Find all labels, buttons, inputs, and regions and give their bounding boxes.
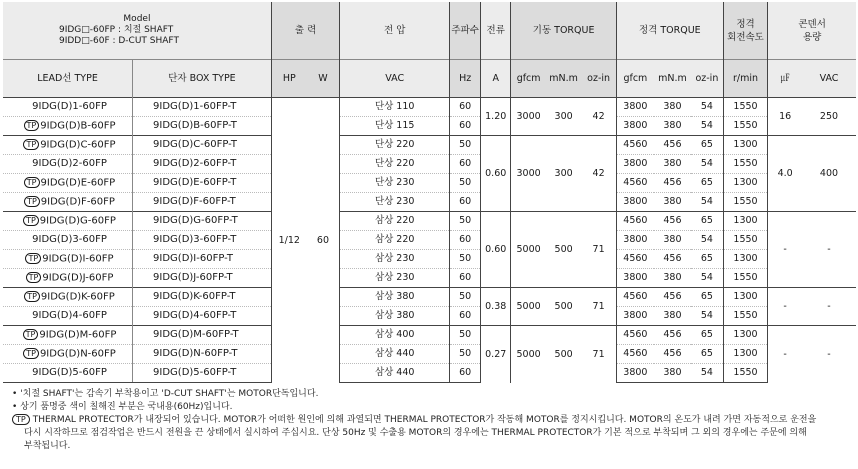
start-ozin-cell: 42 xyxy=(581,98,616,136)
frequency-cell: 60 xyxy=(450,269,481,288)
rated-gfcm-cell: 3800 xyxy=(616,231,653,250)
capacitor-vac-cell: 400 xyxy=(802,136,856,212)
rated-nm-cell: 380 xyxy=(654,193,691,212)
capacitor-vac-cell: - xyxy=(802,212,856,288)
tp-badge-icon: TP xyxy=(24,291,40,302)
lead-type-cell: TP 9IDG(D)F-60FP xyxy=(3,193,133,212)
start-gfcm-cell: 5000 xyxy=(511,288,546,326)
box-type-cell: 9IDG(D)J-60FP-T xyxy=(133,269,272,288)
box-type-cell: 9IDG(D)3-60FP-T xyxy=(133,231,272,250)
rated-ozin-cell: 65 xyxy=(691,326,723,345)
cap-vac-unit: VAC xyxy=(802,60,856,98)
box-type-cell: 9IDG(D)G-60FP-T xyxy=(133,212,272,231)
note-shaft: • '치절 SHAFT'는 감속기 부착용이고 'D-CUT SHAFT'는 MOTOR단독입니다. xyxy=(12,389,319,399)
table-row xyxy=(3,212,856,231)
rated-nm-cell: 456 xyxy=(654,174,691,193)
rated-gfcm-cell: 4560 xyxy=(616,288,653,307)
spec-table xyxy=(3,2,856,383)
tp-badge-icon: TP xyxy=(23,329,39,340)
rated-ozin-cell: 54 xyxy=(691,364,723,383)
rated-nm-cell: 456 xyxy=(654,326,691,345)
uf-unit: ㎌ xyxy=(768,60,802,98)
vac-unit: VAC xyxy=(340,60,450,98)
voltage-header: 전 압 xyxy=(340,2,450,60)
lead-type-cell: TP 9IDG(D)B-60FP xyxy=(3,117,133,136)
current-cell: 0.38 xyxy=(481,288,511,326)
lead-type-cell: TP 9IDG(D)N-60FP xyxy=(3,345,133,364)
voltage-cell: 삼상 220 xyxy=(340,212,450,231)
frequency-header: 주파수 xyxy=(450,2,481,60)
start-gfcm-cell: 5000 xyxy=(511,326,546,383)
rated-speed-cell: 1550 xyxy=(723,307,768,326)
start-ozin-cell: 71 xyxy=(581,288,616,326)
capacitor-uf-cell: - xyxy=(768,288,802,326)
rated-nm-cell: 456 xyxy=(654,288,691,307)
rated-speed-cell: 1550 xyxy=(723,155,768,174)
voltage-cell: 단상 230 xyxy=(340,193,450,212)
start-nm-cell: 300 xyxy=(546,98,581,136)
frequency-cell: 60 xyxy=(450,117,481,136)
box-type-cell: 9IDG(D)1-60FP-T xyxy=(133,98,272,117)
rated-gfcm-cell: 3800 xyxy=(616,193,653,212)
output-w-cell: 60 xyxy=(307,98,340,383)
rated-speed-cell: 1300 xyxy=(723,250,768,269)
lead-type-cell: 9IDG(D)3-60FP xyxy=(3,231,133,250)
lead-type-cell: TP 9IDG(D)M-60FP xyxy=(3,326,133,345)
spec-table-body xyxy=(3,98,856,383)
frequency-cell: 50 xyxy=(450,326,481,345)
lead-type-cell: 9IDG(D)1-60FP xyxy=(3,98,133,117)
lead-type-cell: TP 9IDG(D)C-60FP xyxy=(3,136,133,155)
amp-unit: A xyxy=(481,60,511,98)
rated-ozin-cell: 65 xyxy=(691,212,723,231)
start-ozin-cell: 42 xyxy=(581,136,616,212)
rated-gfcm-cell: 4560 xyxy=(616,136,653,155)
start-nm-unit: mN.m xyxy=(546,60,581,98)
rated-nm-cell: 380 xyxy=(654,231,691,250)
current-cell: 0.60 xyxy=(481,136,511,212)
voltage-cell: 단상 220 xyxy=(340,136,450,155)
table-row xyxy=(3,307,856,326)
table-row xyxy=(3,345,856,364)
start-ozin-cell: 71 xyxy=(581,212,616,288)
rated-ozin-cell: 65 xyxy=(691,345,723,364)
box-type-cell: 9IDG(D)N-60FP-T xyxy=(133,345,272,364)
rated-torque-header: 정격 TORQUE xyxy=(616,2,723,60)
capacitor-vac-cell: - xyxy=(802,326,856,383)
voltage-cell: 단상 115 xyxy=(340,117,450,136)
capacitor-uf-cell: 16 xyxy=(768,98,802,136)
current-cell: 0.27 xyxy=(481,326,511,383)
w-unit: W xyxy=(307,60,340,98)
rated-ozin-cell: 54 xyxy=(691,98,723,117)
rated-nm-cell: 456 xyxy=(654,250,691,269)
rated-gfcm-unit: gfcm xyxy=(616,60,653,98)
tp-badge-icon: TP xyxy=(23,215,39,226)
box-type-cell: 9IDG(D)M-60FP-T xyxy=(133,326,272,345)
hp-unit: HP xyxy=(271,60,306,98)
table-row xyxy=(3,269,856,288)
tp-badge-icon: TP xyxy=(26,272,42,283)
table-row xyxy=(3,288,856,307)
frequency-cell: 60 xyxy=(450,307,481,326)
voltage-cell: 삼상 440 xyxy=(340,345,450,364)
lead-type-cell: TP 9IDG(D)G-60FP xyxy=(3,212,133,231)
table-row xyxy=(3,250,856,269)
rated-speed-cell: 1550 xyxy=(723,193,768,212)
rated-gfcm-cell: 4560 xyxy=(616,174,653,193)
rated-speed-cell: 1550 xyxy=(723,269,768,288)
lead-type-cell: 9IDG(D)2-60FP xyxy=(3,155,133,174)
start-gfcm-cell: 3000 xyxy=(511,98,546,136)
current-cell: 0.60 xyxy=(481,212,511,288)
model-header: Model 9IDG□-60FP : 치절 SHAFT 9IDD□-60F : D-CUT SHAFT xyxy=(3,2,271,60)
rated-ozin-cell: 65 xyxy=(691,250,723,269)
box-type-cell: 9IDG(D)B-60FP-T xyxy=(133,117,272,136)
tp-badge-icon: TP xyxy=(24,120,40,131)
tp-badge-icon: TP xyxy=(24,196,40,207)
voltage-cell: 단상 110 xyxy=(340,98,450,117)
capacitor-vac-cell: - xyxy=(802,288,856,326)
table-row xyxy=(3,136,856,155)
tp-badge-icon: TP xyxy=(23,139,39,150)
capacitor-uf-cell: - xyxy=(768,326,802,383)
voltage-cell: 삼상 380 xyxy=(340,307,450,326)
rated-nm-cell: 380 xyxy=(654,364,691,383)
voltage-cell: 삼상 230 xyxy=(340,269,450,288)
frequency-cell: 50 xyxy=(450,288,481,307)
lead-type-cell: TP 9IDG(D)I-60FP xyxy=(3,250,133,269)
rated-gfcm-cell: 4560 xyxy=(616,212,653,231)
rated-speed-header: 정격 회전속도 xyxy=(723,2,768,60)
box-type-cell: 9IDG(D)I-60FP-T xyxy=(133,250,272,269)
start-gfcm-cell: 3000 xyxy=(511,136,546,212)
start-nm-cell: 500 xyxy=(546,212,581,288)
box-type-header: 단자 BOX TYPE xyxy=(133,60,272,98)
lead-type-cell: TP 9IDG(D)J-60FP xyxy=(3,269,133,288)
note-thermal: TP THERMAL PROTECTOR가 내장되어 있습니다. MOTOR가 어떠한 원인에 의해 과열되면 THERMAL PROTECTOR가 작동해 MOTOR를 정지시킵니다. MOTOR의 온도가 내려 가면 자동적으로 운전을 xyxy=(12,414,854,427)
frequency-cell: 50 xyxy=(450,212,481,231)
box-type-cell: 9IDG(D)4-60FP-T xyxy=(133,307,272,326)
voltage-cell: 삼상 220 xyxy=(340,231,450,250)
rated-speed-cell: 1550 xyxy=(723,98,768,117)
rated-ozin-cell: 54 xyxy=(691,193,723,212)
rated-nm-cell: 456 xyxy=(654,212,691,231)
tp-badge-icon: TP xyxy=(24,177,40,188)
box-type-cell: 9IDG(D)2-60FP-T xyxy=(133,155,272,174)
lead-type-cell: 9IDG(D)5-60FP xyxy=(3,364,133,383)
box-type-cell: 9IDG(D)K-60FP-T xyxy=(133,288,272,307)
rated-nm-cell: 380 xyxy=(654,269,691,288)
frequency-cell: 60 xyxy=(450,364,481,383)
rated-gfcm-cell: 4560 xyxy=(616,250,653,269)
box-type-cell: 9IDG(D)E-60FP-T xyxy=(133,174,272,193)
rated-gfcm-cell: 3800 xyxy=(616,155,653,174)
start-gfcm-unit: gfcm xyxy=(511,60,546,98)
note-domestic: • 상기 품명중 색이 칠해진 부분은 국내용(60Hz)입니다. xyxy=(12,402,233,412)
rated-nm-cell: 380 xyxy=(654,98,691,117)
rated-speed-cell: 1550 xyxy=(723,231,768,250)
rated-nm-cell: 456 xyxy=(654,345,691,364)
rated-speed-cell: 1300 xyxy=(723,326,768,345)
lead-type-cell: 9IDG(D)4-60FP xyxy=(3,307,133,326)
table-row xyxy=(3,364,856,383)
rated-speed-cell: 1550 xyxy=(723,364,768,383)
rated-speed-cell: 1300 xyxy=(723,345,768,364)
start-ozin-unit: oz-in xyxy=(581,60,616,98)
tp-badge-icon: TP xyxy=(25,253,41,264)
start-torque-header: 기동 TORQUE xyxy=(511,2,617,60)
lead-type-cell: TP 9IDG(D)E-60FP xyxy=(3,174,133,193)
rated-ozin-unit: oz-in xyxy=(691,60,723,98)
capacitor-uf-cell: - xyxy=(768,212,802,288)
frequency-cell: 50 xyxy=(450,136,481,155)
voltage-cell: 삼상 440 xyxy=(340,364,450,383)
frequency-cell: 50 xyxy=(450,345,481,364)
table-row xyxy=(3,98,856,117)
start-nm-cell: 500 xyxy=(546,288,581,326)
rated-gfcm-cell: 3800 xyxy=(616,117,653,136)
rated-nm-unit: mN.m xyxy=(654,60,691,98)
current-cell: 1.20 xyxy=(481,98,511,136)
voltage-cell: 삼상 400 xyxy=(340,326,450,345)
rmin-unit: r/min xyxy=(723,60,768,98)
rated-speed-cell: 1300 xyxy=(723,288,768,307)
table-row xyxy=(3,326,856,345)
rated-nm-cell: 380 xyxy=(654,155,691,174)
current-header: 전류 xyxy=(481,2,511,60)
rated-gfcm-cell: 3800 xyxy=(616,307,653,326)
rated-nm-cell: 380 xyxy=(654,117,691,136)
rated-speed-cell: 1300 xyxy=(723,212,768,231)
box-type-cell: 9IDG(D)C-60FP-T xyxy=(133,136,272,155)
rated-ozin-cell: 54 xyxy=(691,307,723,326)
table-row xyxy=(3,231,856,250)
rated-gfcm-cell: 4560 xyxy=(616,326,653,345)
table-row xyxy=(3,174,856,193)
output-header: 출 력 xyxy=(271,2,339,60)
frequency-cell: 50 xyxy=(450,250,481,269)
tp-badge-icon: TP xyxy=(12,414,30,425)
start-gfcm-cell: 5000 xyxy=(511,212,546,288)
rated-gfcm-cell: 3800 xyxy=(616,98,653,117)
voltage-cell: 삼상 230 xyxy=(340,250,450,269)
start-nm-cell: 500 xyxy=(546,326,581,383)
notes xyxy=(12,388,854,453)
voltage-cell: 단상 220 xyxy=(340,155,450,174)
rated-speed-cell: 1300 xyxy=(723,136,768,155)
tp-badge-icon: TP xyxy=(23,348,39,359)
rated-gfcm-cell: 3800 xyxy=(616,364,653,383)
box-type-cell: 9IDG(D)5-60FP-T xyxy=(133,364,272,383)
rated-speed-cell: 1300 xyxy=(723,174,768,193)
rated-ozin-cell: 54 xyxy=(691,155,723,174)
rated-nm-cell: 456 xyxy=(654,136,691,155)
table-row xyxy=(3,193,856,212)
output-hp-cell: 1/12 xyxy=(271,98,306,383)
frequency-cell: 60 xyxy=(450,155,481,174)
capacitor-header: 콘덴서 용량 xyxy=(768,2,856,60)
rated-gfcm-cell: 4560 xyxy=(616,345,653,364)
start-nm-cell: 300 xyxy=(546,136,581,212)
capacitor-uf-cell: 4.0 xyxy=(768,136,802,212)
capacitor-vac-cell: 250 xyxy=(802,98,856,136)
rated-speed-cell: 1550 xyxy=(723,117,768,136)
note-thermal-cont: 다시 시작하므로 점검작업은 반드시 전원을 끈 상태에서 실시하여 주십시요. 단상 50Hz 및 수출용 MOTOR의 경우에는 THERMAL PROTECTOR가 기본 적으로 부착되며 그 외의 경우에는 주문에 의해 xyxy=(24,428,807,438)
lead-type-cell: TP 9IDG(D)K-60FP xyxy=(3,288,133,307)
frequency-cell: 50 xyxy=(450,174,481,193)
frequency-cell: 60 xyxy=(450,98,481,117)
rated-gfcm-cell: 3800 xyxy=(616,269,653,288)
frequency-cell: 60 xyxy=(450,193,481,212)
rated-ozin-cell: 65 xyxy=(691,174,723,193)
rated-ozin-cell: 65 xyxy=(691,288,723,307)
table-row xyxy=(3,117,856,136)
frequency-cell: 60 xyxy=(450,231,481,250)
rated-ozin-cell: 54 xyxy=(691,269,723,288)
box-type-cell: 9IDG(D)F-60FP-T xyxy=(133,193,272,212)
start-ozin-cell: 71 xyxy=(581,326,616,383)
rated-ozin-cell: 54 xyxy=(691,231,723,250)
rated-nm-cell: 380 xyxy=(654,307,691,326)
lead-type-header: LEAD선 TYPE xyxy=(3,60,133,98)
hz-unit: Hz xyxy=(450,60,481,98)
voltage-cell: 단상 230 xyxy=(340,174,450,193)
table-row xyxy=(3,155,856,174)
rated-ozin-cell: 54 xyxy=(691,117,723,136)
voltage-cell: 삼상 380 xyxy=(340,288,450,307)
note-thermal-end: 부착됩니다. xyxy=(24,441,71,451)
rated-ozin-cell: 65 xyxy=(691,136,723,155)
